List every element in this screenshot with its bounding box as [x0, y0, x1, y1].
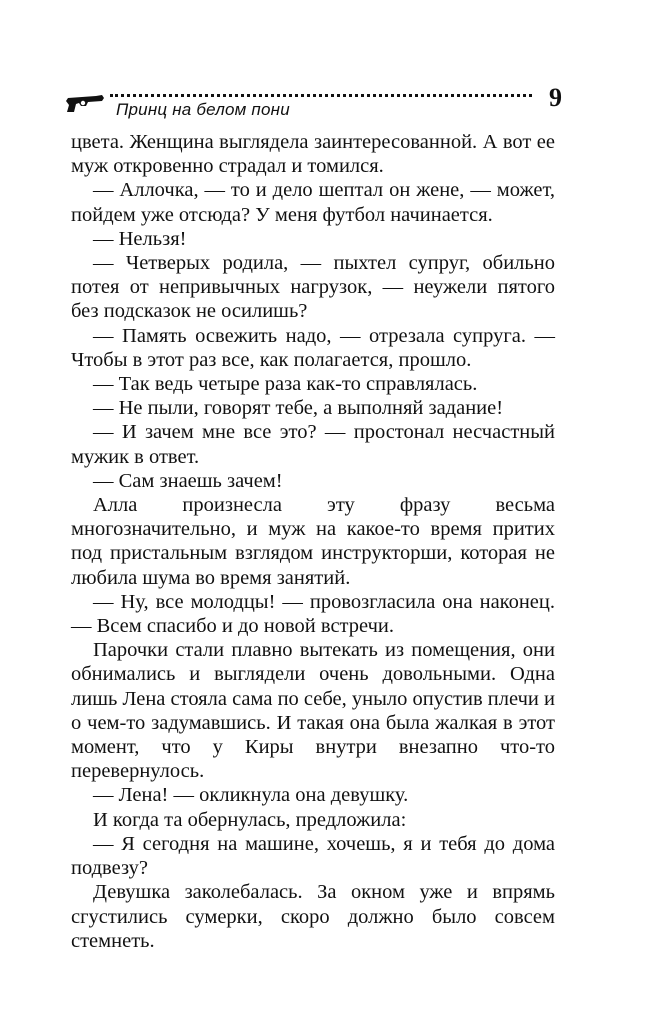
paragraph: Парочки стали плавно вытекать из помещения, они обнимались и выглядели очень довольными. Одна лишь Лена стояла сама по себе, уныло опустив плечи и о чем-то задумавшись. И такая она была жалкая в этот момент, что у Киры внутри внезапно что-то перевернулось. — [71, 639, 555, 783]
paragraph: — Так ведь четыре раза как-то справлялась. — [93, 373, 478, 396]
paragraph: — Аллочка, — то и дело шептал он жене, — может, пойдем уже отсюда? У меня футбол начинается. — [71, 179, 555, 226]
paragraph: — Ну, все молодцы! — провозгласила она наконец. — Всем спасибо и до новой встречи. — [71, 590, 555, 638]
paragraph: — Я сегодня на машине, хочешь, я и тебя до дома подвезу? — [71, 832, 555, 880]
running-header — [66, 82, 562, 122]
paragraph: — Память освежить надо, — отрезала супруга. — Чтобы в этот раз все, как полагается, прошло. — [71, 324, 555, 371]
running-title: Принц на белом пони — [116, 100, 290, 119]
paragraph: цвета. Женщина выглядела заинтересованной. А вот ее муж откровенно страдал и томился. — [71, 131, 555, 178]
page-number: 9 — [549, 83, 562, 112]
paragraph: Девушка заколебалась. За окном уже и впрямь сгустились сумерки, скоро должно было совсем стемнеть. — [71, 881, 555, 952]
revolver-icon — [66, 92, 106, 114]
paragraph: — Четверых родила, — пыхтел супруг, обильно потея от непривычных нагрузок, — неужели пятого без подсказок не осилишь? — [71, 252, 555, 323]
paragraph: — Сам знаешь зачем! — [93, 469, 283, 492]
text-body — [71, 130, 555, 953]
paragraph: — Лена! — окликнула она девушку. — [93, 784, 409, 807]
paragraph: — Не пыли, говорят тебе, а выполняй задание! — [93, 397, 504, 420]
paragraph: — И зачем мне все это? — простонал несчастный мужик в ответ. — [71, 421, 555, 468]
paragraph: И когда та обернулась, предложила: — [93, 808, 407, 831]
paragraph: — Нельзя! — [93, 227, 187, 250]
paragraph: Алла произнесла эту фразу весьма многозначительно, и муж на какое-то время притих под пристальным взглядом инструкторши, которая не любила шума во время занятий. — [71, 494, 555, 589]
header-dotted-rule — [110, 88, 532, 97]
